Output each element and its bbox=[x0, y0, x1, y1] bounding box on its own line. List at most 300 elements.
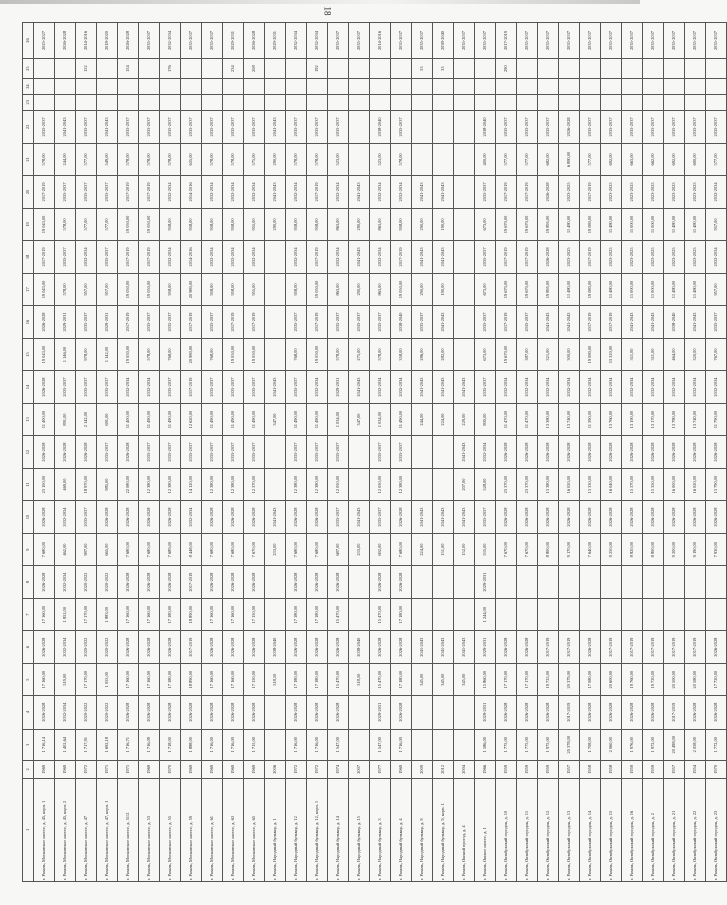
table-cell: 1 716,00 bbox=[286, 729, 307, 760]
table-cell bbox=[475, 79, 496, 95]
address-cell: г. Рязань, Октябрьский городок, д. 23 bbox=[706, 778, 727, 881]
table-cell: 2032-2034 bbox=[160, 240, 181, 274]
table-cell: 1 716,14 bbox=[34, 729, 55, 760]
table-cell bbox=[643, 599, 664, 630]
table-cell: 2035-2037 bbox=[55, 240, 76, 274]
table-cell: 2035-2037 bbox=[517, 110, 538, 144]
table-cell: 233,00 bbox=[265, 534, 286, 565]
table-cell: 2017-2019 bbox=[496, 175, 517, 209]
table-cell: 2035-2037 bbox=[370, 500, 391, 534]
table-cell bbox=[97, 59, 118, 79]
table-cell: 17 170,00 bbox=[76, 664, 97, 695]
table-cell: 958,00 bbox=[223, 274, 244, 305]
table-row bbox=[55, 23, 76, 882]
table-cell: 7 670,00 bbox=[244, 534, 265, 565]
table-cell: 11 480,00 bbox=[664, 209, 685, 240]
table-cell: 2023-2025 bbox=[622, 175, 643, 209]
table-cell: 2026-2028 bbox=[517, 695, 538, 729]
table-cell: 300,00 bbox=[559, 339, 580, 370]
table-cell: 2035-2037 bbox=[349, 305, 370, 339]
table-cell: 2026-2028 bbox=[244, 630, 265, 664]
table-cell bbox=[454, 305, 475, 339]
table-cell: 1969 bbox=[244, 760, 265, 778]
table-cell: 2009 bbox=[412, 760, 433, 778]
table-cell: 2017-2019 bbox=[181, 630, 202, 664]
table-cell bbox=[286, 79, 307, 95]
table-cell: 152,00 bbox=[454, 534, 475, 565]
table-cell bbox=[517, 94, 538, 110]
table-cell: 244,00 bbox=[412, 404, 433, 435]
table-cell: 2035-2037 bbox=[454, 23, 475, 59]
table-cell: 2035-2037 bbox=[538, 23, 559, 59]
table-cell: 1959 bbox=[538, 760, 559, 778]
table-row bbox=[391, 23, 412, 882]
table-cell: 1 717,91 bbox=[76, 729, 97, 760]
table-cell: 17 160,00 bbox=[34, 664, 55, 695]
table-cell: 13 790,00 bbox=[706, 469, 727, 500]
table-cell: 2026-2028 bbox=[559, 110, 580, 144]
table-cell: 1959 bbox=[517, 760, 538, 778]
address-cell: г. Рязань, Московское шоссе, д. 53 bbox=[139, 778, 160, 881]
table-cell bbox=[622, 565, 643, 599]
table-cell: 1969 bbox=[34, 760, 55, 778]
table-cell: 2025-2027 bbox=[34, 23, 55, 59]
column-header: 5 bbox=[23, 664, 34, 695]
table-cell bbox=[328, 79, 349, 95]
table-cell bbox=[307, 94, 328, 110]
table-cell: 578,00 bbox=[370, 339, 391, 370]
table-body bbox=[34, 23, 727, 882]
table-cell bbox=[265, 565, 286, 599]
table-cell: 11 390,00 bbox=[580, 404, 601, 435]
table-cell: 2032-2034 bbox=[244, 175, 265, 209]
table-cell: 2041-2043 bbox=[412, 370, 433, 404]
table-cell: 7 680,00 bbox=[139, 534, 160, 565]
table-cell: 286,00 bbox=[412, 339, 433, 370]
table-cell: 19 080,00 bbox=[580, 339, 601, 370]
table-cell bbox=[349, 79, 370, 95]
table-cell: 519,00 bbox=[55, 664, 76, 695]
table-cell: 687,00 bbox=[328, 534, 349, 565]
table-cell: 9 200,00 bbox=[664, 534, 685, 565]
table-cell bbox=[349, 110, 370, 144]
table-cell: 768,00 bbox=[202, 339, 223, 370]
table-cell: 863,00 bbox=[328, 274, 349, 305]
table-cell: 2041-2043 bbox=[433, 175, 454, 209]
table-cell: 578,00 bbox=[34, 144, 55, 175]
table-cell: 578,00 bbox=[118, 144, 139, 175]
table-cell: 578,00 bbox=[202, 144, 223, 175]
table-cell: 19 050,00 bbox=[139, 274, 160, 305]
table-cell: 176 bbox=[160, 59, 181, 79]
table-cell: 17 080,00 bbox=[580, 664, 601, 695]
table-cell: 2029-2031 bbox=[97, 305, 118, 339]
table-cell: 578,00 bbox=[160, 144, 181, 175]
table-cell: 2014-2016 bbox=[181, 240, 202, 274]
table-cell: 19 050,00 bbox=[118, 209, 139, 240]
table-cell: 578,00 bbox=[223, 144, 244, 175]
table-cell: 2026-2028 bbox=[160, 630, 181, 664]
table-cell: 2032-2034 bbox=[706, 240, 727, 274]
table-cell: 2041-2043 bbox=[349, 175, 370, 209]
table-cell: 7 689,00 bbox=[160, 534, 181, 565]
table-cell bbox=[454, 79, 475, 95]
table-cell: 190,00 bbox=[433, 209, 454, 240]
table-cell: 20 600,00 bbox=[601, 664, 622, 695]
table-cell: 2035-2037 bbox=[643, 110, 664, 144]
table-cell: 20 498,00 bbox=[664, 729, 685, 760]
table-cell bbox=[706, 599, 727, 630]
table-cell: 2017-2019 bbox=[118, 240, 139, 274]
table-cell: 2017-2019 bbox=[307, 175, 328, 209]
table-cell bbox=[412, 729, 433, 760]
table-cell: 11 480,00 bbox=[664, 274, 685, 305]
table-cell: 2017-2019 bbox=[118, 305, 139, 339]
table-cell bbox=[664, 79, 685, 95]
table-cell bbox=[454, 339, 475, 370]
table-cell bbox=[412, 144, 433, 175]
table-cell: 19 760,00 bbox=[622, 664, 643, 695]
table-cell: 2017-2019 bbox=[307, 240, 328, 274]
table-cell: 1 716,71 bbox=[118, 729, 139, 760]
table-cell: 13 760,00 bbox=[601, 404, 622, 435]
table-cell: 2026-2028 bbox=[139, 565, 160, 599]
table-row bbox=[76, 23, 97, 882]
table-cell: 2035-2037 bbox=[517, 23, 538, 59]
table-cell: 2035-2037 bbox=[202, 435, 223, 469]
table-cell: 2026-2028 bbox=[202, 565, 223, 599]
table-cell: 2035-2037 bbox=[475, 370, 496, 404]
column-header: 3 bbox=[23, 729, 34, 760]
table-cell: 2026-2028 bbox=[160, 565, 181, 599]
table-cell: 17 160,00 bbox=[118, 599, 139, 630]
table-cell bbox=[685, 59, 706, 79]
table-cell: 663,00 bbox=[622, 144, 643, 175]
table-cell: 7 680,00 bbox=[391, 534, 412, 565]
table-cell: 2017-2019 bbox=[181, 305, 202, 339]
table-row bbox=[328, 23, 349, 882]
table-cell: 13 380,00 bbox=[538, 404, 559, 435]
table-cell: 2035-2037 bbox=[475, 305, 496, 339]
table-row bbox=[307, 23, 328, 882]
table-cell: 13 380,00 bbox=[538, 469, 559, 500]
table-cell: 578,00 bbox=[328, 339, 349, 370]
table-cell: 9 170,00 bbox=[559, 534, 580, 565]
table-cell bbox=[412, 565, 433, 599]
table-cell: 535,00 bbox=[475, 534, 496, 565]
table-cell bbox=[538, 59, 559, 79]
table-cell bbox=[685, 565, 706, 599]
table-cell: 2035-2037 bbox=[202, 370, 223, 404]
table-cell: 11 480,00 bbox=[685, 274, 706, 305]
table-cell: 290,00 bbox=[265, 144, 286, 175]
table-cell: 2029-2031 bbox=[475, 565, 496, 599]
table-cell bbox=[265, 339, 286, 370]
table-cell: 2035-2037 bbox=[706, 110, 727, 144]
table-cell bbox=[412, 94, 433, 110]
table-cell: 2035-2037 bbox=[538, 110, 559, 144]
table-cell: 692,00 bbox=[601, 144, 622, 175]
table-cell: 578,00 bbox=[391, 144, 412, 175]
table-cell: 2032-2034 bbox=[307, 370, 328, 404]
table-cell: 19 043,00 bbox=[34, 339, 55, 370]
table-cell: 863,00 bbox=[370, 274, 391, 305]
table-cell bbox=[34, 59, 55, 79]
table-cell: 12 370,00 bbox=[244, 469, 265, 500]
table-cell: 1 547,00 bbox=[370, 729, 391, 760]
table-cell: 358,00 bbox=[391, 339, 412, 370]
table-cell: 1974 bbox=[328, 760, 349, 778]
table-cell: 7 680,00 bbox=[223, 534, 244, 565]
table-cell: 2026-2028 bbox=[580, 695, 601, 729]
table-row bbox=[265, 23, 286, 882]
table-cell: 12 380,00 bbox=[307, 469, 328, 500]
table-cell: 8 448,00 bbox=[181, 534, 202, 565]
table-cell: 2041-2043 bbox=[538, 305, 559, 339]
table-cell: 2035-2037 bbox=[76, 305, 97, 339]
table-cell: 2026-2028 bbox=[643, 435, 664, 469]
address-cell: г. Рязань, Московское шоссе, д. 47, корп. 1 bbox=[97, 778, 118, 881]
table-cell bbox=[496, 565, 517, 599]
column-header: 1 bbox=[23, 778, 34, 881]
table-cell: 2017-2019 bbox=[139, 175, 160, 209]
table-cell: 16 020,00 bbox=[685, 469, 706, 500]
table-cell: 2041-2043 bbox=[433, 240, 454, 274]
table-cell: 17 160,00 bbox=[202, 599, 223, 630]
table-cell: 2026-2028 bbox=[580, 500, 601, 534]
table-cell: 15 350,00 bbox=[643, 469, 664, 500]
table-cell bbox=[181, 79, 202, 95]
table-cell: 2041-2043 bbox=[454, 435, 475, 469]
table-cell: 2017-2019 bbox=[496, 305, 517, 339]
table-cell: 863,00 bbox=[328, 209, 349, 240]
table-cell bbox=[496, 599, 517, 630]
table-cell: 2035-2037 bbox=[328, 305, 349, 339]
table-cell: 2026-2028 bbox=[538, 695, 559, 729]
table-cell bbox=[349, 469, 370, 500]
table-cell: 692,00 bbox=[370, 534, 391, 565]
table-cell: 1969 bbox=[223, 760, 244, 778]
table-cell: 7 930,00 bbox=[706, 534, 727, 565]
table-cell: 6 880,00 bbox=[559, 144, 580, 175]
table-cell: 2035-2037 bbox=[202, 305, 223, 339]
table-cell: 224,00 bbox=[412, 534, 433, 565]
table-cell: 2017-2019 bbox=[538, 630, 559, 664]
table-cell: 17 180,00 bbox=[391, 599, 412, 630]
table-cell: 2035-2037 bbox=[139, 23, 160, 59]
table-cell bbox=[538, 79, 559, 95]
table-cell bbox=[454, 209, 475, 240]
table-cell: 958,00 bbox=[202, 209, 223, 240]
table-cell: 2041-2043 bbox=[559, 305, 580, 339]
table-cell: 2032-2034 bbox=[391, 175, 412, 209]
table-cell: 957,00 bbox=[706, 274, 727, 305]
table-cell: 2020-2022 bbox=[97, 630, 118, 664]
column-header: 19 bbox=[23, 209, 34, 240]
table-cell bbox=[160, 79, 181, 95]
table-cell bbox=[412, 79, 433, 95]
table-cell: 2035-2037 bbox=[286, 435, 307, 469]
table-cell bbox=[391, 79, 412, 95]
table-cell: 320,00 bbox=[685, 339, 706, 370]
table-cell: 2038-2040 bbox=[475, 110, 496, 144]
table-cell: 2026-2028 bbox=[580, 630, 601, 664]
table-cell: 2026-2028 bbox=[34, 370, 55, 404]
table-cell: 2032-2034 bbox=[391, 370, 412, 404]
table-row bbox=[433, 23, 454, 882]
table-cell bbox=[538, 94, 559, 110]
table-cell: 2026-2028 bbox=[118, 565, 139, 599]
table-cell bbox=[433, 565, 454, 599]
table-cell: 958,00 bbox=[160, 274, 181, 305]
table-cell: 2017-2019 bbox=[496, 240, 517, 274]
table-cell: 53 320,00 bbox=[601, 339, 622, 370]
table-cell: 20 379,00 bbox=[559, 664, 580, 695]
table-cell: 577,00 bbox=[517, 144, 538, 175]
table-cell: 1957 bbox=[664, 760, 685, 778]
table-cell: 2032-2034 bbox=[307, 23, 328, 59]
table-cell bbox=[622, 79, 643, 95]
table-cell bbox=[706, 79, 727, 95]
table-cell: 1 852,00 bbox=[55, 599, 76, 630]
table-cell: 13 740,00 bbox=[685, 404, 706, 435]
table-cell bbox=[223, 79, 244, 95]
table-cell: 2032-2034 bbox=[580, 370, 601, 404]
table-cell: 2026-2028 bbox=[538, 500, 559, 534]
table-cell: 11 000,00 bbox=[622, 274, 643, 305]
table-cell bbox=[517, 565, 538, 599]
table-cell: 2026-2028 bbox=[601, 435, 622, 469]
table-cell: 2017-2019 bbox=[391, 240, 412, 274]
table-cell: 11 470,00 bbox=[517, 404, 538, 435]
table-cell: 11 000,00 bbox=[643, 209, 664, 240]
table-cell: 19 670,00 bbox=[517, 274, 538, 305]
column-header: 15 bbox=[23, 339, 34, 370]
table-cell bbox=[265, 469, 286, 500]
table-cell: 1972 bbox=[307, 760, 328, 778]
table-cell: 2 058,00 bbox=[685, 729, 706, 760]
table-cell: 17 160,00 bbox=[139, 664, 160, 695]
table-cell: 2026-2028 bbox=[538, 240, 559, 274]
table-cell: 23 100,00 bbox=[34, 469, 55, 500]
table-cell: 2017-2019 bbox=[559, 630, 580, 664]
table-cell: 2032-2034 bbox=[559, 370, 580, 404]
table-cell: 11 490,00 bbox=[244, 404, 265, 435]
table-cell: 15 370,00 bbox=[622, 469, 643, 500]
table-cell: 2035-2037 bbox=[139, 110, 160, 144]
table-cell: 229,00 bbox=[454, 404, 475, 435]
table-cell bbox=[55, 59, 76, 79]
table-cell: 635,00 bbox=[181, 144, 202, 175]
table-cell: 12 050,00 bbox=[328, 469, 349, 500]
table-cell: 665,00 bbox=[97, 534, 118, 565]
table-cell: 12 620,00 bbox=[181, 404, 202, 435]
table-cell: 20 500,00 bbox=[664, 664, 685, 695]
table-cell bbox=[664, 94, 685, 110]
table-cell: 15 470,00 bbox=[328, 664, 349, 695]
table-cell: 2032-2034 bbox=[118, 370, 139, 404]
table-cell: 1 718,00 bbox=[160, 729, 181, 760]
table-cell: 2035-2037 bbox=[55, 370, 76, 404]
table-cell: 11 490,00 bbox=[202, 404, 223, 435]
table-cell: 154 bbox=[118, 59, 139, 79]
table-cell: 2026-2028 bbox=[202, 500, 223, 534]
table-cell: 1 055,00 bbox=[97, 664, 118, 695]
address-cell: г. Рязань, Московское шоссе, д. 63 bbox=[223, 778, 244, 881]
table-cell: 2041-2043 bbox=[349, 240, 370, 274]
table-cell: 1958 bbox=[580, 760, 601, 778]
table-cell: 11 490,00 bbox=[307, 404, 328, 435]
column-header: 13 bbox=[23, 404, 34, 435]
table-cell bbox=[349, 729, 370, 760]
address-cell: г. Рязань, Народный бульвар, д. 9 bbox=[412, 778, 433, 881]
table-cell bbox=[454, 240, 475, 274]
table-cell: 958,00 bbox=[160, 209, 181, 240]
table-cell: 9 250,00 bbox=[601, 534, 622, 565]
table-cell bbox=[349, 435, 370, 469]
table-cell bbox=[580, 565, 601, 599]
table-cell: 2012 bbox=[433, 760, 454, 778]
table-cell bbox=[265, 435, 286, 469]
table-cell: 2026-2028 bbox=[496, 630, 517, 664]
table-cell: 2038-2040 bbox=[370, 110, 391, 144]
header-row bbox=[23, 23, 34, 882]
column-header: 22 bbox=[23, 110, 34, 144]
table-row bbox=[223, 23, 244, 882]
table-cell: 549,00 bbox=[97, 144, 118, 175]
table-cell: 2041-2043 bbox=[265, 110, 286, 144]
table-cell bbox=[433, 144, 454, 175]
table-cell: 19 050,00 bbox=[118, 339, 139, 370]
table-cell: 15 470,00 bbox=[370, 599, 391, 630]
table-cell: 12 380,00 bbox=[139, 469, 160, 500]
table-cell bbox=[559, 565, 580, 599]
table-cell: 2041-2043 bbox=[265, 175, 286, 209]
table-cell: 19 050,00 bbox=[139, 209, 160, 240]
table-cell: 673,00 bbox=[475, 274, 496, 305]
table-cell: 768,00 bbox=[160, 339, 181, 370]
table-cell: 2023-2025 bbox=[664, 175, 685, 209]
column-header: 26 bbox=[23, 23, 34, 59]
table-cell: 2041-2043 bbox=[643, 305, 664, 339]
table-cell: 2026-2028 bbox=[139, 630, 160, 664]
table-cell: 2026-2028 bbox=[118, 695, 139, 729]
table-cell: 578,00 bbox=[307, 144, 328, 175]
table-cell: 2026-2028 bbox=[643, 695, 664, 729]
table-cell: 2029-2031 bbox=[475, 630, 496, 664]
table-cell bbox=[685, 79, 706, 95]
table-cell: 2032-2034 bbox=[55, 695, 76, 729]
table-cell bbox=[349, 565, 370, 599]
table-row bbox=[181, 23, 202, 882]
table-cell bbox=[202, 94, 223, 110]
table-cell bbox=[55, 79, 76, 95]
table-cell bbox=[76, 79, 97, 95]
table-cell bbox=[538, 599, 559, 630]
table-cell: 1 716,00 bbox=[223, 729, 244, 760]
table-cell: 2041-2043 bbox=[433, 370, 454, 404]
table-cell: 2035-2037 bbox=[559, 23, 580, 59]
table-cell: 2023-2025 bbox=[643, 240, 664, 274]
table-cell: 2026-2028 bbox=[244, 500, 265, 534]
table-cell: 2026-2028 bbox=[370, 630, 391, 664]
table-cell: 577,00 bbox=[496, 144, 517, 175]
table-cell: 2035-2037 bbox=[244, 370, 265, 404]
table-cell: 2026-2028 bbox=[685, 500, 706, 534]
table-cell: 2017-2019 bbox=[517, 175, 538, 209]
table-cell: 2035-2037 bbox=[181, 110, 202, 144]
table-cell bbox=[181, 59, 202, 79]
